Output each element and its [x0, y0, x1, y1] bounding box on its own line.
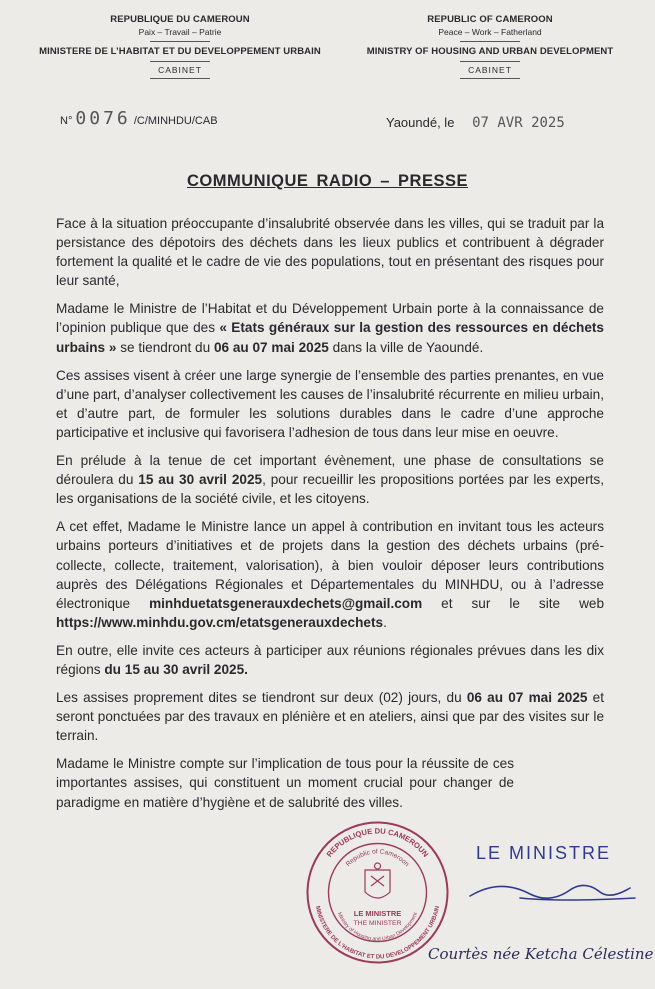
seal-outer-bottom-text: MINISTERE DE L’HABITAT ET DU DEVELOPPEMENT URBAIN: [313, 905, 442, 961]
paragraph: [56, 451, 604, 508]
cabinet-fr: CABINET: [158, 65, 202, 75]
official-seal-stamp: [305, 820, 450, 965]
header-right: [355, 14, 625, 79]
place-date: [386, 115, 565, 131]
reference-suffix: /C/MINHDU/CAB: [133, 115, 218, 127]
motto-en: Peace – Work – Fatherland: [438, 27, 542, 37]
reference-number: [60, 108, 218, 129]
seal-emblem-icon: [365, 863, 390, 898]
text-run: , pour recueillir les propositions portées par les experts, les organisations de la société civile, et les citoyens.: [56, 472, 604, 507]
country-name-en: REPUBLIC OF CAMEROON: [427, 14, 553, 25]
place-label: Yaoundé, le: [386, 115, 455, 130]
header-divider: [150, 61, 210, 62]
text-run: se tiendront du: [116, 339, 214, 355]
header-divider: [150, 41, 210, 42]
stamped-date: 07 AVR 2025: [472, 115, 565, 131]
document-body: [56, 214, 604, 821]
contact-email: minhduetatsgenerauxdechets@gmail.com: [149, 595, 423, 611]
motto-fr: Paix – Travail – Patrie: [138, 27, 222, 37]
ministry-name-en: MINISTRY OF HOUSING AND URBAN DEVELOPMENT: [366, 46, 614, 57]
event-dates: 06 au 07 mai 2025: [466, 690, 588, 706]
reference-stamped-number: 0076: [75, 108, 131, 129]
handwritten-signature: [460, 868, 640, 918]
text-run: et sur le site web: [422, 595, 605, 611]
event-name: « Etats généraux sur la gestion des ressources en déchets urbains »: [56, 320, 604, 355]
header-divider: [460, 61, 520, 62]
header-divider: [460, 41, 520, 42]
header-divider: [460, 78, 520, 79]
paragraph: Face à la situation préoccupante d’insalubrité observée dans les villes, qui se traduit par la persistance des dépotoirs des déchets dans les lieux publics et contribuent à dégrader fortement la qualité et le cadre de vie des populations, tout en présentant des risques pour leur santé,: [56, 216, 604, 289]
seal-inner-bottom-text: Ministry of Housing and Urban Development: [335, 911, 420, 943]
seal-center-en: THE MINISTER: [353, 920, 402, 927]
country-name-fr: REPUBLIQUE DU CAMEROUN: [110, 14, 250, 25]
seal-inner-top-text: Republic of Cameroon: [344, 848, 411, 869]
paragraph: [56, 299, 604, 356]
text-run: Les assises proprement dites se tiendront sur deux (02) jours, du: [56, 690, 467, 706]
header-divider: [150, 78, 210, 79]
paragraph: [56, 688, 604, 745]
paragraph: Madame le Ministre compte sur l’implication de tous pour la réussite de ces importantes assises, qui constituent un moment crucial pour changer de paradigme en matière d’hygiène et de salubrité des villes.: [56, 756, 514, 810]
text-run: Madame le Ministre de l’Habitat et du Développement Urbain porte à la connaissance de l’opinion publique que des: [56, 301, 604, 336]
text-run: et seront ponctuées par des travaux en plénière et en ateliers, ainsi que par des visites sur le terrain.: [56, 690, 604, 744]
reference-prefix: N°: [60, 115, 73, 127]
signatory-name: Courtès née Ketcha Célestine: [428, 945, 654, 963]
event-dates: 06 au 07 mai 2025: [213, 339, 329, 355]
paragraph: [56, 517, 604, 632]
header-left: [30, 14, 330, 79]
text-run: En outre, elle invite ces acteurs à participer aux réunions régionales prévues dans les dix régions: [56, 642, 604, 677]
seal-outer-top-text: REPUBLIQUE DU CAMEROUN: [324, 826, 431, 859]
text-run: A cet effet, Madame le Ministre lance un appel à contribution en invitant tous les acteurs urbains porteurs d’initiatives et de projets dans la gestion des déchets urbains (pré-collecte, collecte, traitement, valorisation), à bien vouloir déposer leurs contributions auprès des Délégations Régionales et Départementales du MINHDU, ou à l’adresse électronique: [56, 519, 604, 611]
document-title: COMMUNIQUE RADIO – PRESSE: [187, 172, 468, 190]
seal-center-fr: LE MINISTRE: [353, 909, 402, 918]
text-run: dans la ville de Yaoundé.: [328, 339, 484, 355]
paragraph: Ces assises visent à créer une large synergie de l’ensemble des parties prenantes, en vue d’une part, d’analyser collectivement les causes de l’insalubrité récurrente en milieu urbain, et d’autre part, de formuler les solutions durables dans le cadre d’une approche participative et inclusive qui favorisera l’adhesion de tous dans leur mise en oeuvre.: [56, 367, 604, 440]
ministry-name-fr: MINISTERE DE L’HABITAT ET DU DEVELOPPEMENT URBAIN: [39, 46, 321, 57]
regional-meeting-dates: du 15 au 30 avril 2025.: [104, 661, 248, 677]
text-run: .: [383, 614, 387, 630]
consultation-dates: 15 au 30 avril 2025: [138, 472, 263, 488]
paragraph: [56, 641, 604, 679]
text-run: En prélude à la tenue de cet important évènement, une phase de consultations se déroulera du: [56, 453, 604, 488]
cabinet-en: CABINET: [468, 65, 512, 75]
website-url: https://www.minhdu.gov.cm/etatsgenerauxdechets: [56, 614, 384, 630]
signatory-title: LE MINISTRE: [476, 843, 612, 863]
